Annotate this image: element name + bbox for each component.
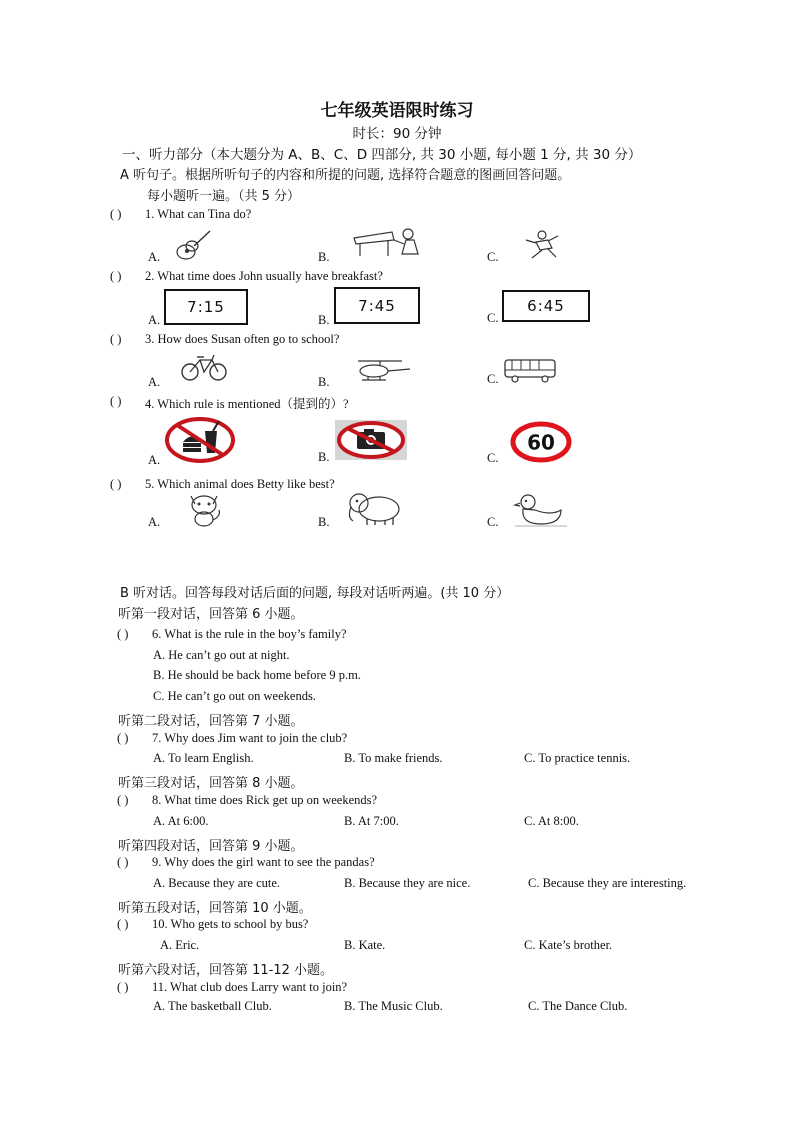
question-3: 3. How does Susan often go to school? [145, 332, 340, 346]
part1-heading: 一、听力部分（本大题分为 A、B、C、D 四部分, 共 30 小题, 每小题 1 分, 共 30 分） [122, 147, 642, 163]
option-label-c: C. [487, 372, 499, 386]
no-camera-sign-icon[interactable] [335, 420, 407, 460]
question-2: 2. What time does John usually have breakfast? [145, 269, 383, 283]
option-b[interactable]: B. At 7:00. [344, 814, 399, 828]
option-a[interactable]: A. Eric. [160, 938, 200, 952]
option-label-c: C. [487, 515, 499, 529]
piano-icon[interactable] [352, 226, 424, 258]
option-label-a: A. [148, 313, 161, 327]
elephant-icon[interactable] [345, 489, 407, 527]
dialogue-intro-2: 听第二段对话，回答第 7 小题。 [118, 714, 304, 729]
option-c[interactable]: C. He can’t go out on weekends. [153, 689, 316, 703]
option-label-a: A. [148, 515, 161, 529]
sectionA-instruction: A 听句子。根据所听句子的内容和所提的问题, 选择符合题意的图画回答问题。 [120, 168, 571, 183]
guitar-icon[interactable] [170, 228, 220, 262]
option-c[interactable]: C. At 8:00. [524, 814, 579, 828]
bus-icon[interactable] [503, 358, 557, 384]
answer-blank[interactable]: ( ) [110, 207, 122, 221]
answer-blank[interactable]: ( ) [117, 627, 129, 641]
clock-display-c[interactable]: 6:45 [502, 290, 590, 322]
answer-blank[interactable]: ( ) [117, 793, 129, 807]
answer-blank[interactable]: ( ) [110, 269, 122, 283]
dialogue-intro-1: 听第一段对话，回答第 6 小题。 [118, 607, 304, 622]
option-label-b: B. [318, 313, 330, 327]
option-label-c: C. [487, 311, 499, 325]
answer-blank[interactable]: ( ) [117, 731, 129, 745]
answer-blank[interactable]: ( ) [110, 332, 122, 346]
option-b[interactable]: B. Kate. [344, 938, 386, 952]
option-b[interactable]: B. Because they are nice. [344, 876, 471, 890]
answer-blank[interactable]: ( ) [117, 917, 129, 931]
question-9: 9. Why does the girl want to see the pandas? [152, 855, 375, 869]
dialogue-intro-6: 听第六段对话，回答第 11-12 小题。 [118, 963, 334, 978]
bicycle-icon[interactable] [180, 352, 228, 382]
option-b[interactable]: B. To make friends. [344, 751, 443, 765]
sectionA-instruction-2: 每小题听一遍。（共 5 分） [147, 189, 301, 204]
question-10: 10. Who gets to school by bus? [152, 917, 309, 931]
question-5: 5. Which animal does Betty like best? [145, 477, 335, 491]
speed-limit-sign-icon[interactable] [511, 422, 571, 462]
option-c[interactable]: C. Kate’s brother. [524, 938, 613, 952]
clock-display-a[interactable]: 7:15 [164, 289, 248, 325]
clock-display-b[interactable]: 7:45 [334, 287, 420, 324]
option-label-b: B. [318, 450, 330, 464]
question-4: 4. Which rule is mentioned（提到的）? [145, 397, 349, 411]
option-a[interactable]: A. He can’t go out at night. [153, 648, 290, 662]
question-1: 1. What can Tina do? [145, 207, 252, 221]
helicopter-icon[interactable] [352, 358, 412, 384]
option-label-a: A. [148, 375, 161, 389]
option-a[interactable]: A. Because they are cute. [153, 876, 281, 890]
answer-blank[interactable]: ( ) [117, 855, 129, 869]
answer-blank[interactable]: ( ) [117, 980, 129, 994]
dialogue-intro-5: 听第五段对话，回答第 10 小题。 [118, 901, 312, 916]
option-label-a: A. [148, 250, 161, 264]
cat-icon[interactable] [185, 490, 223, 528]
option-label-b: B. [318, 375, 330, 389]
dialogue-intro-3: 听第三段对话，回答第 8 小题。 [118, 776, 304, 791]
speed-limit-value: 60 [527, 430, 555, 455]
option-label-b: B. [318, 515, 330, 529]
answer-blank[interactable]: ( ) [110, 477, 122, 491]
question-6: 6. What is the rule in the boy’s family? [152, 627, 347, 641]
question-11: 11. What club does Larry want to join? [152, 980, 348, 994]
duck-icon[interactable] [515, 492, 567, 528]
option-label-b: B. [318, 250, 330, 264]
dancing-icon[interactable] [522, 230, 560, 260]
no-food-drink-sign-icon[interactable] [165, 417, 235, 463]
option-c[interactable]: C. The Dance Club. [528, 999, 628, 1013]
option-a[interactable]: A. To learn English. [153, 751, 254, 765]
option-label-c: C. [487, 451, 499, 465]
option-c[interactable]: C. Because they are interesting. [528, 876, 687, 890]
option-a[interactable]: A. At 6:00. [153, 814, 209, 828]
option-b[interactable]: B. The Music Club. [344, 999, 443, 1013]
option-label-a: A. [148, 453, 161, 467]
option-c[interactable]: C. To practice tennis. [524, 751, 631, 765]
exam-duration: 时长：90 分钟 [352, 126, 442, 142]
option-a[interactable]: A. The basketball Club. [153, 999, 272, 1013]
answer-blank[interactable]: ( ) [110, 394, 122, 408]
sectionB-heading: B 听对话。回答每段对话后面的问题, 每段对话听两遍。(共 10 分） [120, 586, 510, 601]
option-label-c: C. [487, 250, 499, 264]
question-7: 7. Why does Jim want to join the club? [152, 731, 348, 745]
option-b[interactable]: B. He should be back home before 9 p.m. [153, 668, 361, 682]
dialogue-intro-4: 听第四段对话，回答第 9 小题。 [118, 839, 304, 854]
question-8: 8. What time does Rick get up on weekends? [152, 793, 378, 807]
page-title: 七年级英语限时练习 [320, 101, 474, 121]
